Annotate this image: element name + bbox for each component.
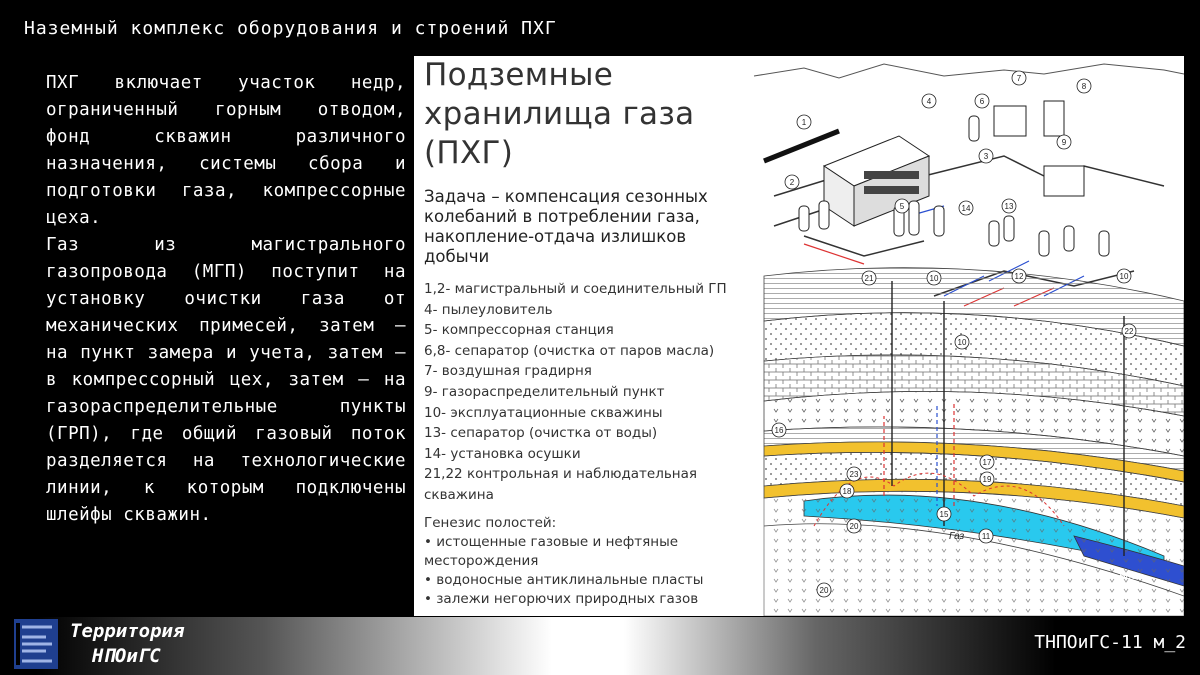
legend-item: 5- компрессорная станция — [424, 322, 614, 339]
diagram-label: 20 — [819, 586, 829, 595]
description-paragraph-1: ПХГ включает участок недр, ограниченный горным отводом, фонд скважин различного назначения, системы сбора и подготовки газа, компрессорные цеха. — [46, 73, 406, 228]
storage-diagram — [744, 56, 1184, 616]
diagram-label: 6 — [979, 97, 985, 106]
slide-title: Наземный комплекс оборудования и строений ПХГ — [24, 18, 557, 39]
diagram-label: 22 — [1124, 327, 1134, 336]
genesis-title: Генезис полостей: — [424, 514, 557, 531]
task-text: Задача – компенсация сезонных колебаний в потреблении газа, накопление-отдача излишков добычи — [424, 187, 708, 266]
legend-item: 14- установка осушки — [424, 445, 581, 462]
diagram-label: 9 — [1061, 138, 1067, 147]
legend-list — [424, 279, 744, 506]
genesis-item: • водоносные антиклинальные пласты — [424, 571, 704, 588]
brand-line-2: НПОиГС — [92, 645, 161, 667]
legend-item: 10- эксплуатационные скважины — [424, 404, 663, 421]
diagram-label: 7 — [1016, 74, 1022, 83]
diagram-label: 20 — [849, 522, 859, 531]
description-paragraph-2: Газ из магистрального газопровода (МГП) поступит на установку очистки газа от механических примесей, затем – на пункт замера и учета, затем – в компрессорный цех, затем – на газораспределительные пункты (ГРП), где общий газовый поток разделяется на технологические линии, к которым подключены шлейфы скважин. — [46, 235, 406, 525]
panel-title: Подземные хранилища газа (ПХГ) — [424, 57, 695, 171]
geology-cross-section — [764, 268, 1184, 616]
diagram-label: 17 — [982, 458, 992, 467]
diagram-label: 15 — [939, 510, 949, 519]
legend-item: 7- воздушная градирня — [424, 363, 592, 380]
diagram-label: 5 — [899, 202, 905, 211]
description-text — [46, 70, 406, 529]
legend-item: 9- газораспределительный пункт — [424, 383, 665, 400]
genesis-list — [424, 533, 744, 609]
diagram-label: 13 — [1004, 202, 1014, 211]
diagram-label: 12 — [1014, 272, 1024, 281]
legend-item: 1,2- магистральный и соединительный ГП — [424, 281, 727, 297]
diagram-label: 11 — [981, 532, 991, 541]
diagram-label: 18 — [842, 487, 852, 496]
diagram-label: 10 — [1119, 272, 1129, 281]
diagram-label: 1 — [801, 118, 807, 127]
diagram-label: 10 — [929, 274, 939, 283]
panel-text — [424, 56, 744, 609]
diagram-label: 14 — [961, 204, 971, 213]
diagram-label: 23 — [849, 470, 859, 479]
course-code: ТНПОиГС-11 м_2 — [1034, 632, 1186, 653]
legend-item: 13- сепаратор (очистка от воды) — [424, 425, 658, 442]
legend-item: 6,8- сепаратор (очистка от паров масла) — [424, 342, 715, 359]
genesis-item: • залежи негорючих природных газов — [424, 590, 699, 607]
legend-item: 4- пылеуловитель — [424, 301, 553, 318]
diagram-label: 21 — [864, 274, 874, 283]
diagram-label: 4 — [926, 97, 932, 106]
logo-icon — [12, 617, 62, 671]
diagram-label: 3 — [983, 152, 989, 161]
diagram-label: 10 — [957, 338, 967, 347]
genesis-item: • истощенные газовые и нефтяные месторождения — [424, 533, 679, 569]
diagram-label: 2 — [789, 178, 795, 187]
brand-line-1: Территория — [70, 620, 185, 642]
diagram-label: 19 — [982, 475, 992, 484]
water-label: Вода — [1119, 571, 1143, 582]
legend-item: 21,22 контрольная и наблюдательная скважина — [424, 466, 698, 503]
gas-label: Газ — [949, 531, 965, 542]
brand-name — [70, 619, 184, 669]
diagram-label: 8 — [1081, 82, 1087, 91]
content-panel — [414, 56, 1184, 616]
diagram-label: 16 — [774, 426, 784, 435]
